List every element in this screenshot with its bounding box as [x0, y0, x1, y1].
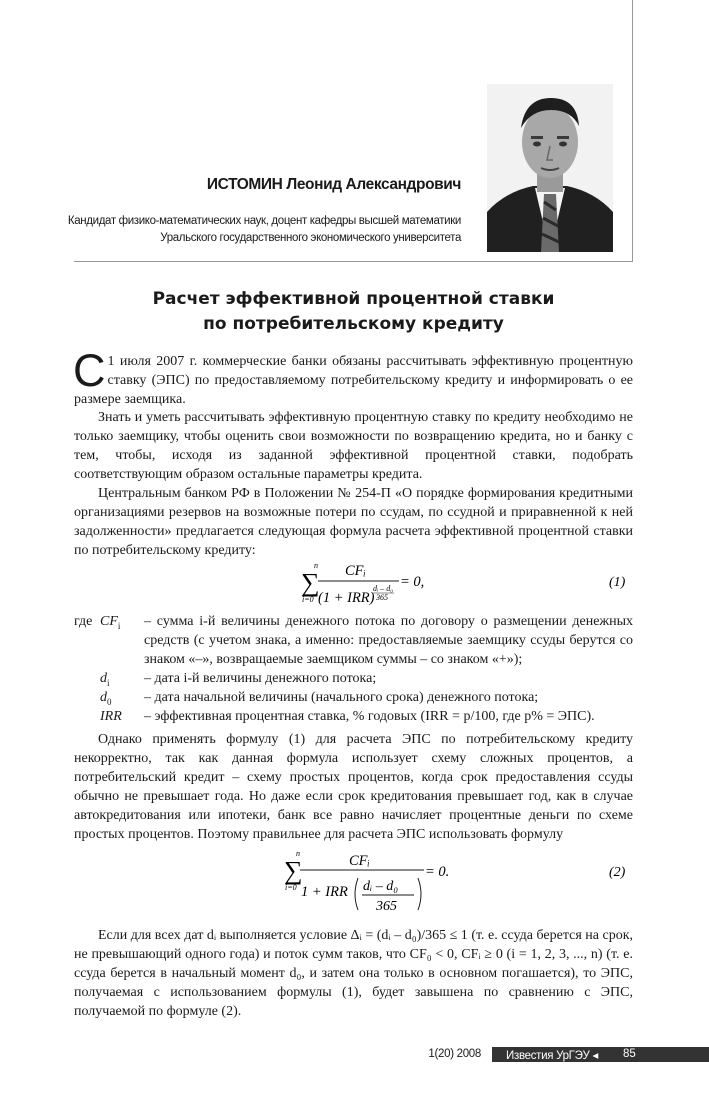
- f2-sum-upper: n: [296, 849, 300, 858]
- definition-di: – дата i-й величины денежного потока;: [144, 671, 377, 686]
- page-footer: [0, 1046, 709, 1064]
- issue-number: 1(20) 2008: [428, 1048, 481, 1060]
- formula-1: [74, 558, 633, 612]
- author-affiliation: [68, 213, 461, 246]
- symbol-di: $d_i$: [100, 671, 110, 688]
- variable-definitions: [74, 612, 633, 726]
- f1-sum-lower: i=0: [302, 595, 314, 604]
- header-frame-vertical: [632, 0, 633, 262]
- drop-cap: С: [73, 345, 106, 396]
- journal-name: Известия УрГЭУ ◂: [506, 1050, 598, 1062]
- f1-denominator: (1 + IRR): [318, 590, 375, 606]
- paragraph-1-text: 1 июля 2007 г. коммерческие банки обязаны рассчитывать эффективную процентную ставку (ЭПС) по предоставляемому потребительскому кредиту и информировать о ее размере заемщика.: [74, 354, 633, 407]
- symbol-d0: $d_0$: [100, 690, 112, 707]
- f2-rhs: = 0.: [425, 864, 450, 880]
- f2-denom-prefix: 1 + IRR: [301, 884, 348, 900]
- definition-row-cf: [74, 612, 633, 669]
- paragraph-1: [73, 345, 633, 409]
- definition-row-irr: [74, 707, 633, 726]
- paragraph-3: Центральным банком РФ в Положении № 254-П «О порядке формирования кредитными организациями резервов на возможные потери по ссудам, по ссудной и приравненной к ней задолженности» предлагается следующая формула расчета эффективной процентной ставки по потребительскому кредиту:: [74, 486, 633, 558]
- f2-numerator: CFᵢ: [349, 853, 370, 869]
- paragraph-5: Если для всех дат dᵢ выполняется условие Δᵢ = (dᵢ – d₀)/365 ≤ 1 (т. е. ссуда берется на срок, не превышающий одного года) и поток сумм таков, что CF₀ < 0, CFᵢ ≥ 0 (i = 1, 2, 3, ..., n) (т. е. ссуда берется в начальный момент d₀, и затем она только в основном погашается), то ЭПС, получаемая с использованием формулы (1), будет завышена по сравнению с ЭПС, получаемой по формуле (2).: [74, 928, 633, 1019]
- title-line-2: по потребительскому кредиту: [203, 314, 504, 334]
- f2-sigma: ∑: [284, 856, 303, 885]
- formula-2-graphic: [74, 846, 633, 916]
- definition-row-d0: [74, 688, 633, 707]
- definition-irr: – эффективная процентная ставка, % годовых (IRR = p/100, где p% = ЭПС).: [144, 709, 595, 724]
- author-portrait: [487, 84, 613, 252]
- f1-numerator: CFᵢ: [345, 563, 366, 579]
- formula-2: [74, 846, 633, 916]
- f2-paren-right: [418, 878, 421, 910]
- article-title: [74, 287, 633, 337]
- f1-exp-denominator: 365: [376, 593, 388, 602]
- title-line-1: Расчет эффективной процентной ставки: [152, 289, 555, 309]
- author-university: Уральского государственного экономического университета: [160, 231, 461, 244]
- f2-inner-denominator: 365: [376, 899, 397, 914]
- definition-d0: – дата начальной величины (начального срока) денежного потока;: [144, 690, 539, 705]
- f2-sum-lower: i=0: [285, 883, 297, 892]
- f1-sum-upper: n: [314, 561, 318, 570]
- definition-cf: – сумма i-й величины денежного потока по договору о размещении денежных средств (с учетом знака, а именно: предоставляемые заемщику ссуды берутся со знаком «–», возвращаемые заемщиком суммы – со знаком «+»);: [144, 614, 633, 667]
- f2-paren-left: [355, 878, 358, 910]
- f2-number: (2): [609, 865, 626, 880]
- f2-inner-numerator: dᵢ – d₀: [363, 879, 399, 894]
- formula-1-graphic: [74, 558, 633, 612]
- author-degree: Кандидат физико-математических наук, доцент кафедры высшей математики: [67, 215, 461, 227]
- f1-exp-numerator: dᵢ – d₀: [373, 584, 394, 593]
- paragraph-2: Знать и уметь рассчитывать эффективную процентную ставку по кредиту необходимо не только заемщику, чтобы оценить свои возможности по возвращению кредита, но и банку с тем, чтобы, исходя из заданной эффективной процентной ставки, подобрать соответствующим образом остальные параметры кредита.: [74, 410, 633, 482]
- symbol-irr: IRR: [100, 709, 122, 724]
- definition-row-di: [74, 669, 633, 688]
- f1-number: (1): [609, 575, 626, 590]
- page-number: 85: [623, 1048, 636, 1060]
- where-prefix: где: [74, 614, 93, 629]
- symbol-cf: $CF_i$: [100, 614, 121, 631]
- f1-sigma: ∑: [301, 568, 320, 597]
- author-name: ИСТОМИН Леонид Александрович: [206, 176, 461, 193]
- header-frame-horizontal: [74, 261, 633, 262]
- paragraph-4: Однако применять формулу (1) для расчета ЭПС по потребительскому кредиту некорректно, так как данная формула использует схему сложных процентов, а потребительский кредит – схему простых процентов, когда срок предоставления ссуды обычно не превышает года. Но даже если срок кредитования превышает год, как в случае автокредитования или ипотеки, банк все равно начисляет процентные деньги по схеме простых процентов. Поэтому правильнее для расчета ЭПС использовать формулу: [74, 732, 633, 842]
- f1-rhs: = 0,: [400, 574, 425, 590]
- journal-bar: [492, 1047, 709, 1062]
